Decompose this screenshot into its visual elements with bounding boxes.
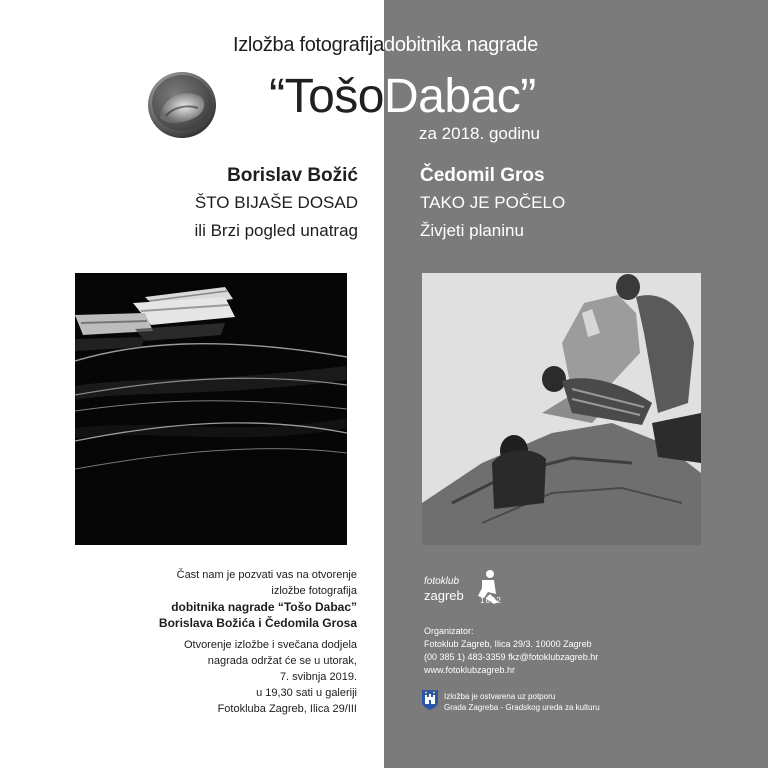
invitation-line: Otvorenje izložbe i svečana dodjela (183, 639, 357, 651)
subtitle-right: dobitnika nagrade (384, 34, 538, 56)
support-info (444, 691, 600, 713)
logo-text-fotoklub: fotoklub (424, 576, 460, 587)
organizer-label: Organizator: (424, 626, 474, 636)
fotoklub-logo (424, 568, 514, 614)
left-author-name: Borislav Božić (227, 165, 358, 186)
invitation-line: Čast nam je pozvati vas na otvorenje (176, 569, 357, 581)
support-line-1: Izložba je ostvarena uz potporu (444, 692, 556, 701)
organizer-web: www.fotoklubzagreb.hr (424, 665, 516, 675)
invitation-line: dobitnika nagrade “Tošo Dabac” (171, 600, 357, 614)
organizer-address: Fotoklub Zagreb, Ilica 29/3. 10000 Zagreb (424, 639, 592, 649)
right-work-title: TAKO JE POČELO (420, 193, 566, 212)
organizer-info (424, 625, 598, 677)
invitation-line: izložbe fotografija (271, 585, 357, 597)
invitation-line: Fotokluba Zagreb, Ilica 29/III (217, 703, 357, 715)
award-medal-image (144, 66, 220, 142)
invitation-line: u 19,30 sati u galeriji (256, 687, 357, 699)
invitation-line: Borislava Božića i Čedomila Grosa (158, 616, 357, 630)
right-work-subtitle: Živjeti planinu (420, 221, 524, 240)
title-left: “Tošo (269, 70, 384, 123)
invitation-line: nagrada održat će se u utorak, (207, 655, 357, 667)
climbers-photo (422, 273, 701, 545)
organizer-contact: (00 385 1) 483-3359 fkz@fotoklubzagreb.hr (424, 652, 599, 662)
award-year: za 2018. godinu (419, 124, 540, 143)
boats-photo (75, 273, 347, 545)
title-right: Dabac” (384, 70, 536, 123)
left-work-subtitle: ili Brzi pogled unatrag (194, 221, 358, 240)
zagreb-coat-of-arms-icon (422, 690, 438, 710)
subtitle-left: Izložba fotografija (232, 34, 384, 56)
right-author-name: Čedomil Gros (420, 165, 545, 186)
invitation-line: 7. svibnja 2019. (279, 671, 357, 683)
logo-text-zagreb: zagreb (424, 588, 464, 603)
left-work-title: ŠTO BIJAŠE DOSAD (194, 193, 358, 212)
support-line-2: Grada Zagreba - Gradskog ureda za kulturu (444, 703, 600, 712)
invitation-text (159, 567, 357, 717)
logo-year: 1892 (480, 596, 502, 605)
